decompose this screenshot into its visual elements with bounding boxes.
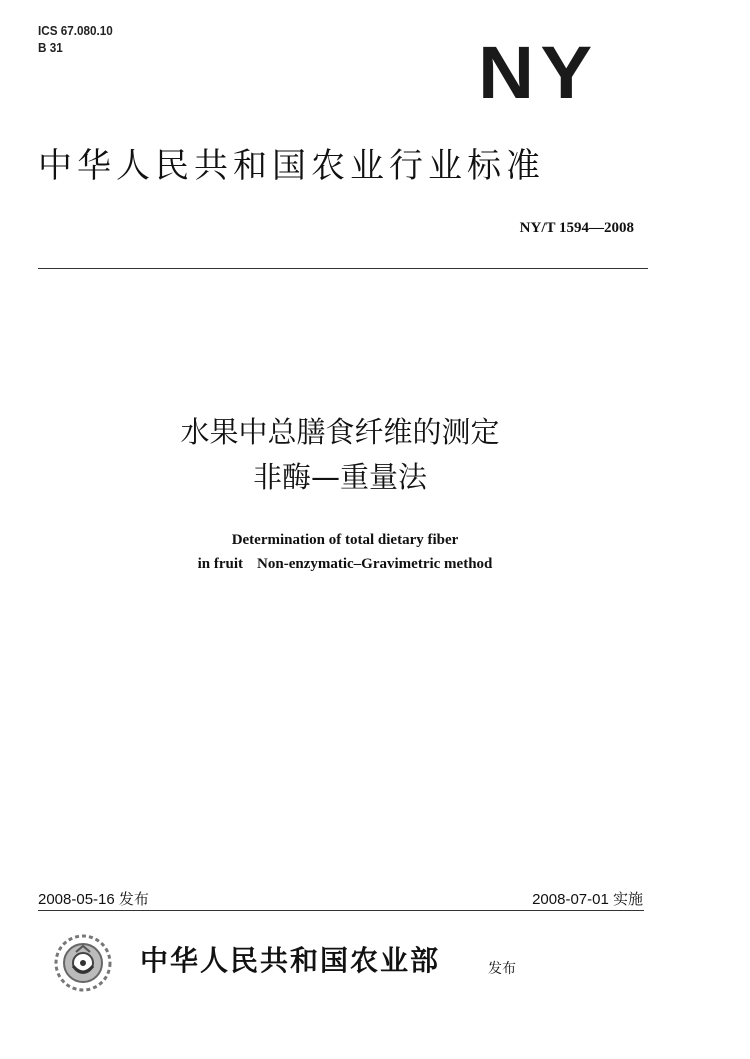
ccs-code: B 31 bbox=[38, 40, 63, 55]
ics-code-block bbox=[38, 22, 113, 56]
english-title-line2 bbox=[0, 554, 690, 574]
chinese-title-line1: 水果中总膳食纤维的测定 bbox=[180, 415, 500, 449]
ics-code: ICS 67.080.10 bbox=[38, 23, 113, 38]
publish-label: 发布 bbox=[488, 961, 516, 977]
ministry-name: 中华人民共和国农业部 bbox=[140, 944, 441, 977]
chinese-title-line2: 非酶—重量法 bbox=[252, 460, 427, 494]
ny-logo: NY bbox=[478, 31, 599, 114]
issue-date: 2008-05-16 发布 bbox=[38, 891, 149, 908]
ministry-emblem-icon bbox=[54, 934, 112, 992]
standard-title: 中华人民共和国农业行业标准 bbox=[38, 146, 545, 186]
implementation-date: 2008-07-01 实施 bbox=[532, 891, 643, 908]
english-title-line2-part1: in fruit bbox=[197, 556, 244, 572]
english-title-line2-part2: Non-enzymatic–Gravimetric method bbox=[257, 556, 493, 572]
top-divider bbox=[38, 268, 648, 269]
english-title-line1: Determination of total dietary fiber bbox=[231, 532, 459, 548]
bottom-divider bbox=[38, 910, 644, 911]
standard-number: NY/T 1594—2008 bbox=[519, 220, 634, 236]
